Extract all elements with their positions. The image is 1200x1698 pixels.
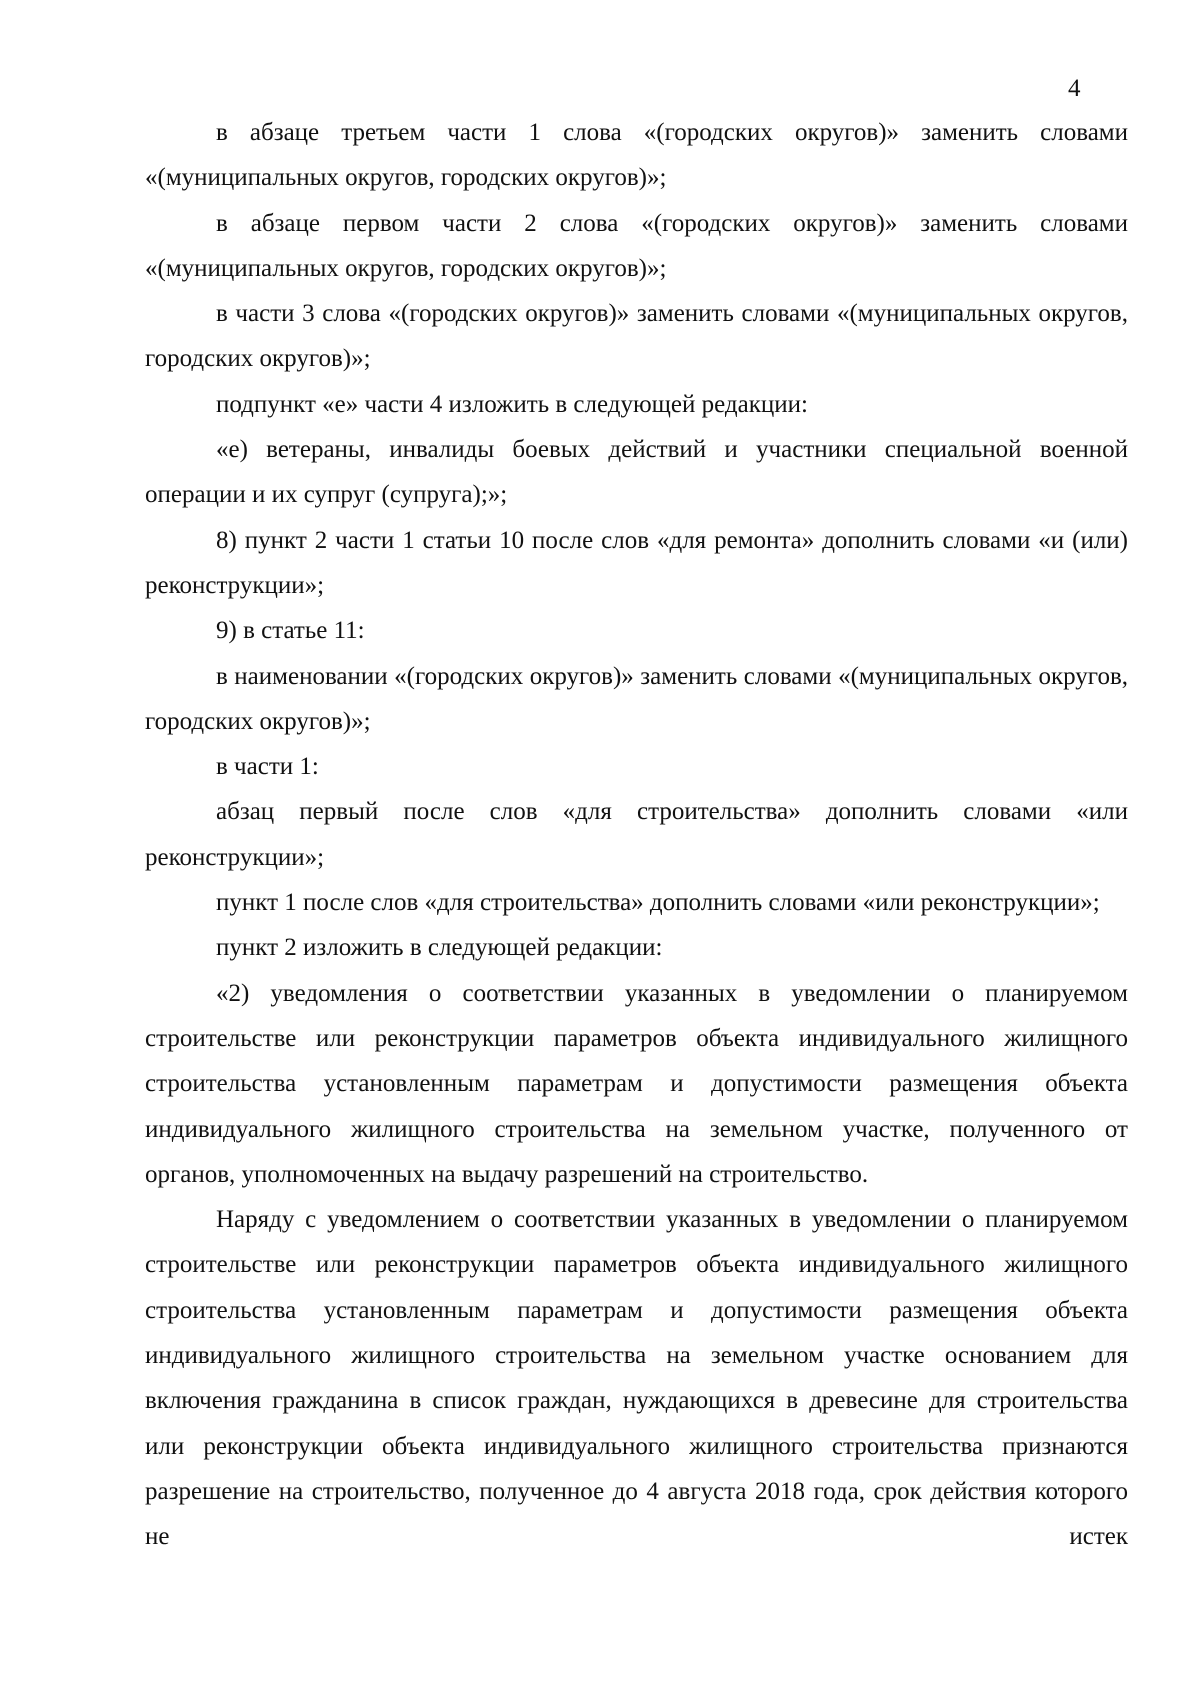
paragraph: «2) уведомления о соответствии указанных в уведомлении о планируемом строительстве или реконструкции параметров объекта индивидуального жилищного строительства установленным параметрам и допустимости размещения объекта индивидуального жилищного строительства на земельном участке, полученного от органов, уполномоченных на выдачу разрешений на строительство.	[145, 979, 1128, 1188]
paragraph: абзац первый после слов «для строительства» дополнить словами «или реконструкции»;	[145, 798, 1128, 871]
paragraph: пункт 2 изложить в следующей редакции:	[216, 934, 663, 962]
paragraph: в части 1:	[216, 753, 319, 781]
paragraph: в абзаце третьем части 1 слова «(городских округов)» заменить словами «(муниципальных округов, городских округов)»;	[145, 119, 1128, 192]
paragraph: 8) пункт 2 части 1 статьи 10 после слов «для ремонта» дополнить словами «и (или) реконструкции»;	[145, 526, 1128, 599]
paragraph: «е) ветераны, инвалиды боевых действий и участники специальной военной операции и их супруг (супруга);»;	[145, 436, 1128, 509]
paragraph: 9) в статье 11:	[216, 617, 365, 645]
paragraph: Наряду с уведомлением о соответствии указанных в уведомлении о планируемом строительстве или реконструкции параметров объекта индивидуального жилищного строительства установленным параметрам и допустимости размещения объекта индивидуального жилищного строительства на земельном участке основанием для включения гражданина в список граждан, нуждающихся в древесине для строительства или реконструкции объекта индивидуального жилищного строительства признаются разрешение на строительство, полученное до 4 августа 2018 года, срок действия которого не истек	[145, 1206, 1128, 1551]
paragraph: в абзаце первом части 2 слова «(городских округов)» заменить словами «(муниципальных округов, городских округов)»;	[145, 209, 1128, 282]
page-number: 4	[1068, 75, 1081, 102]
document-body	[145, 110, 1128, 1560]
paragraph: в наименовании «(городских округов)» заменить словами «(муниципальных округов, городских округов)»;	[145, 662, 1128, 735]
paragraph: подпункт «е» части 4 изложить в следующей редакции:	[216, 390, 808, 418]
paragraph: в части 3 слова «(городских округов)» заменить словами «(муниципальных округов, городских округов)»;	[145, 300, 1128, 373]
paragraph: пункт 1 после слов «для строительства» дополнить словами «или реконструкции»;	[216, 889, 1100, 917]
